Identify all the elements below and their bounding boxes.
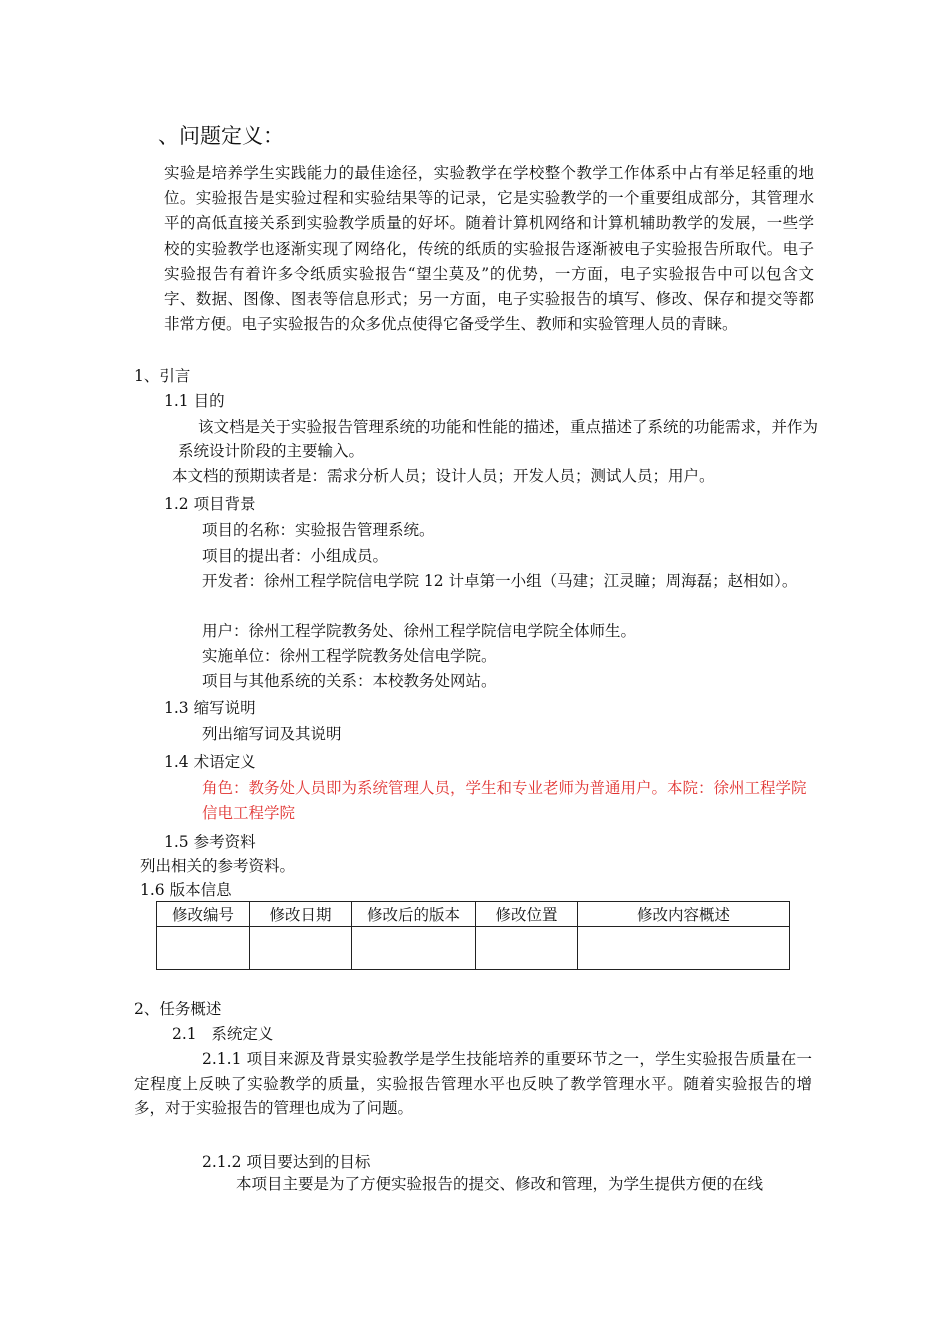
subsection-heading-terms: 1.4 术语定义 xyxy=(164,753,256,771)
table-header-row xyxy=(157,902,790,927)
abbreviations-text: 列出缩写词及其说明 xyxy=(202,725,342,743)
page-title: 、问题定义： xyxy=(158,124,284,148)
intro-paragraph: 实验是培养学生实践能力的最佳途径，实验教学在学校整个教学工作体系中占有举足轻重的地位。实验报告是实验过程和实验结果等的记录，它是实验教学的一个重要组成部分，其管理水平的高低直接关系到实验教学质量的好坏。随着计算机网络和计算机辅助教学的发展，一些学校的实验教学也逐渐实现了网络化，传统的纸质的实验报告逐渐被电子实验报告所取代。电子实验报告有着许多令纸质实验报告“望尘莫及”的优势，一方面，电子实验报告中可以包含文字、数据、图像、图表等信息形式；另一方面，电子实验报告的填写、修改、保存和提交等都非常方便。电子实验报告的众多优点使得它备受学生、教师和实验管理人员的青睐。 xyxy=(164,164,814,334)
column-header: 修改后的版本 xyxy=(352,902,476,927)
version-table xyxy=(156,901,790,970)
project-implementer: 实施单位：徐州工程学院教务处信电学院。 xyxy=(202,647,497,665)
references-text: 列出相关的参考资料。 xyxy=(140,857,296,875)
table-cell xyxy=(352,927,476,970)
terms-definition: 角色：教务处人员即为系统管理人员，学生和专业老师为普通用户。本院：徐州工程学院信电工程学院 xyxy=(202,779,807,822)
table-cell xyxy=(157,927,250,970)
purpose-paragraph: 该文档是关于实验报告管理系统的功能和性能的描述，重点描述了系统的功能需求，并作为系统设计阶段的主要输入。 xyxy=(178,418,819,460)
project-users: 用户：徐州工程学院教务处、徐州工程学院信电学院全体师生。 xyxy=(202,622,637,640)
table-cell xyxy=(476,927,578,970)
project-relation: 项目与其他系统的关系：本校教务处网站。 xyxy=(202,672,497,690)
column-header: 修改位置 xyxy=(476,902,578,927)
subsection-heading-background: 1.2 项目背景 xyxy=(164,495,256,513)
readers-paragraph: 本文档的预期读者是：需求分析人员；设计人员；开发人员；测试人员；用户。 xyxy=(172,467,715,485)
goals-paragraph: 本项目主要是为了方便实验报告的提交、修改和管理，为学生提供方便的在线 xyxy=(236,1175,764,1193)
subsection-heading-system-definition: 2.1 系统定义 xyxy=(172,1025,274,1043)
section-heading-intro: 1、引言 xyxy=(134,367,191,385)
project-proposer: 项目的提出者：小组成员。 xyxy=(202,547,389,565)
column-header: 修改内容概述 xyxy=(578,902,790,927)
subsection-heading-version: 1.6 版本信息 xyxy=(140,881,232,899)
column-header: 修改编号 xyxy=(157,902,250,927)
table-cell xyxy=(578,927,790,970)
table-row xyxy=(157,927,790,970)
section-heading-task: 2、任务概述 xyxy=(134,1000,222,1018)
subsection-heading-references: 1.5 参考资料 xyxy=(164,833,256,851)
project-developer: 开发者：徐州工程学院信电学院 12 计卓第一小组（马建；江灵瞳；周海磊；赵相如）。 xyxy=(202,572,798,590)
column-header: 修改日期 xyxy=(250,902,352,927)
subsection-heading-goals: 2.1.2 项目要达到的目标 xyxy=(202,1153,371,1171)
subsection-heading-purpose: 1.1 目的 xyxy=(164,392,225,410)
subsection-heading-abbreviations: 1.3 缩写说明 xyxy=(164,699,256,717)
project-name: 项目的名称：实验报告管理系统。 xyxy=(202,521,435,539)
project-source-paragraph: 2.1.1 项目来源及背景实验教学是学生技能培养的重要环节之一，学生实验报告质量在一定程度上反映了实验教学的质量，实验报告管理水平也反映了教学管理水平。随着实验报告的增多，对于实验报告的管理也成为了问题。 xyxy=(134,1050,812,1117)
table-cell xyxy=(250,927,352,970)
